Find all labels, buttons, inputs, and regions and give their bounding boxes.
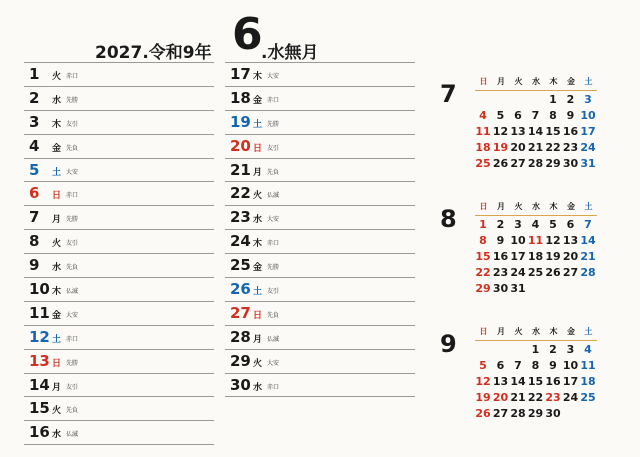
day-number: 9 — [29, 256, 40, 275]
rokuyo-label: 先負 — [267, 168, 280, 176]
weekday-header: 土 — [584, 327, 593, 336]
day-row — [225, 110, 415, 134]
weekday-header: 金 — [567, 77, 575, 86]
mini-month-number: 9 — [440, 330, 457, 358]
mini-day-cell: 15 — [545, 125, 561, 138]
week-row — [475, 264, 597, 280]
mini-day-cell: 12 — [545, 234, 561, 247]
rokuyo-label: 大安 — [66, 311, 79, 319]
weekday-label: 火 — [253, 358, 263, 369]
weekday-label: 火 — [52, 239, 62, 250]
weekday-header: 金 — [567, 327, 575, 336]
mini-day-cell: 8 — [531, 359, 540, 372]
weekday-header: 土 — [584, 77, 593, 86]
month-number: 6 — [232, 9, 263, 60]
mini-day-cell: 5 — [549, 218, 557, 231]
mini-day-cell: 15 — [475, 250, 491, 263]
mini-day-cell: 24 — [562, 391, 579, 404]
weekday-header: 月 — [497, 77, 505, 86]
week-row — [475, 248, 597, 264]
mini-day-cell: 6 — [566, 218, 575, 231]
rokuyo-label: 友引 — [66, 383, 79, 391]
mini-day-cell: 2 — [496, 218, 505, 231]
day-row — [225, 301, 415, 325]
weekday-header: 水 — [532, 77, 540, 86]
rokuyo-label: 赤口 — [66, 335, 79, 343]
mini-calendar-grid — [475, 326, 597, 421]
week-row — [475, 91, 597, 107]
mini-day-cell: 14 — [527, 125, 544, 138]
mini-day-cell: 12 — [475, 375, 491, 388]
mini-day-cell: 7 — [584, 218, 592, 231]
day-number: 27 — [230, 303, 251, 322]
weekday-label: 木 — [52, 119, 62, 130]
mini-day-cell: 8 — [549, 109, 557, 122]
mini-day-cell: 17 — [510, 250, 526, 263]
weekday-label: 月 — [52, 215, 62, 226]
weekday-header: 木 — [549, 327, 558, 336]
weekday-label: 月 — [253, 167, 263, 178]
day-number: 24 — [230, 232, 251, 251]
day-number: 28 — [230, 327, 251, 346]
weekday-header: 火 — [514, 202, 523, 211]
day-number: 14 — [29, 375, 50, 394]
day-column-left — [24, 62, 214, 445]
rokuyo-label: 赤口 — [66, 73, 79, 80]
mini-day-cell: 25 — [475, 157, 491, 170]
day-row — [24, 86, 214, 110]
day-number: 13 — [29, 351, 50, 370]
mini-day-cell: 3 — [584, 93, 592, 106]
weekday-label: 金 — [253, 263, 263, 274]
day-number: 2 — [29, 88, 40, 107]
mini-calendar-grid — [475, 76, 597, 171]
weekday-label: 金 — [253, 95, 263, 106]
weekday-label: 土 — [52, 334, 62, 345]
day-number: 1 — [29, 65, 40, 83]
row-divider — [225, 396, 415, 397]
weekday-header-row — [475, 76, 597, 91]
rokuyo-label: 仏滅 — [66, 431, 79, 439]
mini-day-cell: 27 — [492, 407, 509, 420]
mini-day-cell: 30 — [562, 157, 579, 170]
rokuyo-label: 大安 — [267, 359, 280, 367]
mini-day-cell: 16 — [562, 125, 579, 138]
rokuyo-label: 先勝 — [66, 359, 79, 367]
weekday-header: 水 — [532, 202, 540, 211]
weekday-header: 日 — [479, 202, 488, 211]
mini-day-cell: 7 — [531, 109, 540, 122]
weekday-label: 水 — [253, 382, 263, 393]
weekday-header: 日 — [479, 77, 488, 86]
day-row — [24, 253, 214, 277]
day-row — [225, 229, 415, 253]
rokuyo-label: 先勝 — [267, 120, 280, 128]
day-number: 19 — [230, 112, 251, 131]
day-number: 26 — [230, 280, 251, 299]
weekday-header: 水 — [532, 327, 540, 336]
weekday-header: 月 — [497, 202, 505, 211]
day-number: 30 — [230, 375, 251, 394]
day-number: 8 — [29, 232, 40, 251]
weekday-label: 火 — [253, 191, 263, 202]
weekday-label: 土 — [253, 119, 263, 130]
day-row — [24, 205, 214, 229]
rokuyo-label: 大安 — [267, 216, 280, 224]
year-label: 2027.令和9年 — [95, 43, 212, 63]
day-number: 11 — [29, 303, 50, 322]
mini-day-cell: 12 — [492, 125, 509, 138]
rokuyo-label: 先負 — [66, 144, 79, 152]
rokuyo-label: 友引 — [267, 144, 280, 152]
mini-month-number: 8 — [440, 205, 457, 233]
mini-day-cell: 10 — [580, 109, 596, 122]
mini-day-cell: 22 — [545, 141, 561, 154]
weekday-header: 土 — [584, 202, 593, 211]
mini-day-cell: 1 — [531, 343, 540, 356]
mini-day-cell: 28 — [510, 407, 526, 420]
mini-day-cell: 19 — [545, 250, 561, 263]
day-number: 15 — [29, 399, 50, 418]
mini-day-cell: 16 — [492, 250, 509, 263]
day-row — [225, 158, 415, 182]
mini-day-cell: 1 — [479, 218, 487, 231]
day-number: 17 — [230, 65, 251, 83]
mini-day-cell: 23 — [562, 141, 579, 154]
rokuyo-label: 赤口 — [267, 96, 280, 104]
weekday-header: 火 — [514, 77, 523, 86]
day-number: 12 — [29, 327, 50, 346]
day-row — [24, 62, 214, 86]
weekday-label: 日 — [52, 191, 62, 202]
mini-day-cell: 24 — [580, 141, 596, 154]
mini-day-cell: 5 — [479, 359, 487, 372]
day-number: 5 — [29, 160, 40, 179]
rokuyo-label: 赤口 — [267, 240, 280, 248]
mini-day-cell: 14 — [580, 234, 596, 247]
week-row — [475, 341, 597, 357]
mini-day-cell: 29 — [545, 157, 561, 170]
mini-day-cell: 26 — [492, 157, 509, 170]
day-row — [24, 134, 214, 158]
weekday-label: 木 — [52, 287, 62, 298]
day-number: 10 — [29, 280, 50, 299]
mini-day-cell: 22 — [527, 391, 544, 404]
mini-day-cell: 23 — [492, 266, 509, 279]
mini-day-cell: 1 — [549, 93, 557, 106]
mini-day-cell: 31 — [580, 157, 596, 170]
mini-day-cell: 29 — [475, 282, 491, 295]
rokuyo-label: 友引 — [267, 288, 280, 296]
weekday-header-row — [475, 326, 597, 341]
weekday-label: 日 — [52, 358, 62, 369]
mini-day-cell: 3 — [566, 343, 575, 356]
mini-day-cell: 31 — [510, 282, 526, 295]
mini-day-cell: 23 — [545, 391, 561, 404]
rokuyo-label: 大安 — [267, 73, 280, 80]
day-number: 6 — [29, 184, 40, 203]
mini-day-cell: 9 — [496, 234, 505, 247]
rokuyo-label: 赤口 — [267, 383, 280, 391]
weekday-header: 日 — [479, 327, 488, 336]
weekday-label: 水 — [52, 95, 62, 106]
mini-day-cell: 28 — [527, 157, 544, 170]
mini-day-cell: 14 — [510, 375, 526, 388]
weekday-label: 水 — [52, 263, 62, 274]
day-row — [225, 253, 415, 277]
weekday-label: 土 — [253, 287, 263, 298]
week-row — [475, 232, 597, 248]
mini-day-cell: 28 — [580, 266, 596, 279]
mini-day-cell: 15 — [527, 375, 544, 388]
day-number: 16 — [29, 423, 50, 442]
mini-day-cell: 21 — [510, 391, 526, 404]
mini-day-cell: 9 — [566, 109, 575, 122]
mini-day-cell: 18 — [580, 375, 596, 388]
weekday-label: 木 — [253, 239, 263, 250]
day-row — [225, 134, 415, 158]
mini-day-cell: 19 — [492, 141, 509, 154]
mini-day-cell: 9 — [549, 359, 557, 372]
mini-day-cell: 21 — [580, 250, 596, 263]
weekday-label: 金 — [52, 310, 62, 321]
row-divider — [24, 444, 214, 445]
mini-day-cell: 18 — [527, 250, 544, 263]
week-row — [475, 373, 597, 389]
day-number: 22 — [230, 184, 251, 203]
mini-day-cell: 25 — [580, 391, 596, 404]
day-number: 20 — [230, 136, 251, 155]
weekday-label: 水 — [52, 430, 62, 441]
mini-day-cell: 10 — [562, 359, 579, 372]
weekday-label: 土 — [52, 167, 62, 178]
day-number: 25 — [230, 256, 251, 275]
mini-day-cell: 3 — [514, 218, 522, 231]
mini-day-cell: 10 — [510, 234, 526, 247]
day-row — [24, 181, 214, 205]
day-number: 21 — [230, 160, 251, 179]
rokuyo-label: 仏滅 — [267, 192, 280, 200]
mini-day-cell: 5 — [496, 109, 505, 122]
mini-day-cell: 27 — [510, 157, 526, 170]
rokuyo-label: 大安 — [66, 168, 79, 176]
weekday-label: 日 — [253, 143, 263, 154]
day-number: 29 — [230, 351, 251, 370]
rokuyo-label: 友引 — [66, 120, 79, 128]
weekday-label: 火 — [52, 406, 62, 417]
week-row — [475, 357, 597, 373]
day-row — [225, 181, 415, 205]
weekday-header-row — [475, 201, 597, 216]
mini-month-number: 7 — [440, 80, 457, 108]
mini-day-cell: 2 — [549, 343, 557, 356]
day-number: 7 — [29, 208, 40, 227]
day-row — [225, 325, 415, 349]
month-name: .水無月 — [261, 43, 319, 63]
mini-day-cell: 30 — [492, 282, 509, 295]
day-row — [24, 110, 214, 134]
week-row — [475, 216, 597, 232]
day-row — [24, 301, 214, 325]
mini-day-cell: 20 — [492, 391, 509, 404]
weekday-header: 木 — [549, 77, 558, 86]
weekday-label: 火 — [52, 72, 62, 82]
mini-day-cell: 4 — [531, 218, 540, 231]
day-row — [24, 396, 214, 420]
mini-day-cell: 27 — [562, 266, 579, 279]
week-row — [475, 389, 597, 405]
weekday-header: 木 — [549, 202, 558, 211]
day-number: 3 — [29, 112, 40, 131]
mini-day-cell: 20 — [510, 141, 526, 154]
mini-day-cell: 26 — [475, 407, 491, 420]
weekday-label: 月 — [52, 382, 62, 393]
day-number: 4 — [29, 136, 40, 155]
rokuyo-label: 先勝 — [66, 96, 79, 104]
mini-day-cell: 22 — [475, 266, 491, 279]
weekday-header: 火 — [514, 327, 523, 336]
mini-day-cell: 18 — [475, 141, 491, 154]
day-row — [225, 205, 415, 229]
mini-day-cell: 24 — [510, 266, 526, 279]
weekday-label: 月 — [253, 334, 263, 345]
rokuyo-label: 友引 — [66, 240, 79, 248]
day-row — [225, 349, 415, 373]
day-row — [225, 86, 415, 110]
mini-day-cell: 17 — [562, 375, 579, 388]
rokuyo-label: 先勝 — [66, 216, 79, 224]
day-number: 23 — [230, 208, 251, 227]
mini-day-cell: 6 — [496, 359, 505, 372]
mini-day-cell: 8 — [479, 234, 487, 247]
rokuyo-label: 先負 — [267, 311, 280, 319]
mini-day-cell: 7 — [514, 359, 522, 372]
mini-day-cell: 20 — [562, 250, 579, 263]
mini-day-cell: 4 — [479, 109, 487, 122]
week-row — [475, 107, 597, 123]
mini-day-cell: 17 — [580, 125, 596, 138]
weekday-label: 日 — [253, 310, 263, 321]
mini-day-cell: 16 — [545, 375, 561, 388]
mini-day-cell: 4 — [584, 343, 592, 356]
mini-day-cell: 21 — [527, 141, 544, 154]
mini-day-cell: 11 — [475, 125, 491, 138]
rokuyo-label: 仏滅 — [66, 288, 79, 296]
mini-day-cell: 2 — [566, 93, 575, 106]
week-row — [475, 405, 597, 421]
weekday-header: 金 — [567, 202, 575, 211]
mini-day-cell: 29 — [527, 407, 544, 420]
rokuyo-label: 仏滅 — [267, 335, 280, 343]
week-row — [475, 155, 597, 171]
mini-calendar-grid — [475, 201, 597, 296]
week-row — [475, 280, 597, 296]
mini-day-cell: 13 — [510, 125, 526, 138]
mini-day-cell: 30 — [545, 407, 561, 420]
day-column-right — [225, 62, 415, 397]
weekday-label: 金 — [52, 143, 62, 154]
mini-day-cell: 11 — [580, 359, 596, 372]
day-row — [24, 325, 214, 349]
rokuyo-label: 赤口 — [66, 192, 79, 200]
mini-day-cell: 11 — [527, 234, 544, 247]
mini-day-cell: 13 — [562, 234, 579, 247]
rokuyo-label: 先勝 — [267, 264, 280, 272]
day-row — [24, 349, 214, 373]
day-row — [24, 420, 214, 444]
mini-day-cell: 26 — [545, 266, 561, 279]
day-row — [24, 277, 214, 301]
mini-day-cell: 19 — [475, 391, 491, 404]
mini-day-cell: 25 — [527, 266, 544, 279]
weekday-header: 月 — [497, 327, 505, 336]
week-row — [475, 139, 597, 155]
day-row — [225, 277, 415, 301]
day-row — [24, 158, 214, 182]
day-row — [225, 62, 415, 86]
day-row — [24, 229, 214, 253]
weekday-label: 木 — [253, 72, 263, 82]
rokuyo-label: 先負 — [66, 264, 79, 272]
rokuyo-label: 先負 — [66, 407, 79, 415]
mini-day-cell: 13 — [492, 375, 509, 388]
week-row — [475, 123, 597, 139]
day-row — [24, 373, 214, 397]
day-row — [225, 373, 415, 397]
mini-day-cell: 6 — [514, 109, 522, 122]
weekday-label: 水 — [253, 215, 263, 226]
day-number: 18 — [230, 88, 251, 107]
